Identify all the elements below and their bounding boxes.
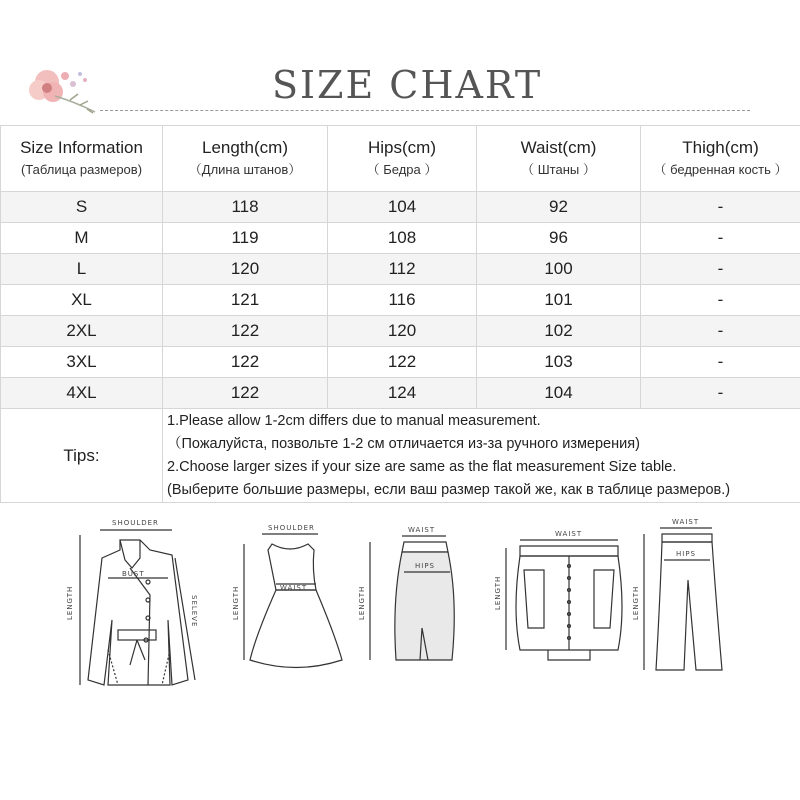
table-cell: - xyxy=(641,316,800,347)
svg-text:LENGTH: LENGTH xyxy=(232,585,240,620)
svg-text:WAIST: WAIST xyxy=(408,526,436,534)
pants-diagram xyxy=(632,518,722,670)
table-cell: 120 xyxy=(328,316,477,347)
skirt-diagram xyxy=(358,526,454,660)
table-cell: 120 xyxy=(163,254,328,285)
table-cell: XL xyxy=(1,285,163,316)
tips-row xyxy=(1,409,800,503)
header-size: Size Information (Таблица размеров) xyxy=(1,126,163,192)
garment-diagrams xyxy=(0,510,800,800)
table-cell: 122 xyxy=(163,316,328,347)
svg-text:HIPS: HIPS xyxy=(415,562,435,570)
table-cell: M xyxy=(1,223,163,254)
header-waist: Waist(cm) （ Штаны ） xyxy=(477,126,641,192)
table-cell: 2XL xyxy=(1,316,163,347)
svg-text:BUST: BUST xyxy=(122,570,145,578)
table-cell: - xyxy=(641,192,800,223)
table-row xyxy=(1,316,800,347)
table-header-row xyxy=(1,126,800,192)
flower-icon xyxy=(25,62,115,122)
table-row xyxy=(1,254,800,285)
table-cell: 100 xyxy=(477,254,641,285)
table-cell: 92 xyxy=(477,192,641,223)
table-cell: 119 xyxy=(163,223,328,254)
table-cell: 96 xyxy=(477,223,641,254)
svg-text:SELEVE: SELEVE xyxy=(190,595,198,628)
table-cell: 124 xyxy=(328,378,477,409)
table-cell: 122 xyxy=(163,378,328,409)
title-divider xyxy=(100,110,750,111)
table-cell: - xyxy=(641,254,800,285)
svg-text:SHOULDER: SHOULDER xyxy=(268,524,315,532)
svg-text:LENGTH: LENGTH xyxy=(358,585,366,620)
table-row xyxy=(1,192,800,223)
table-cell: 104 xyxy=(477,378,641,409)
header xyxy=(0,0,800,125)
header-thigh: Thigh(cm) （ бедренная кость ） xyxy=(641,126,800,192)
svg-text:LENGTH: LENGTH xyxy=(494,575,502,610)
table-cell: 112 xyxy=(328,254,477,285)
table-cell: 4XL xyxy=(1,378,163,409)
table-row xyxy=(1,378,800,409)
table-cell: 122 xyxy=(328,347,477,378)
header-length: Length(cm) （Длина штанов） xyxy=(163,126,328,192)
svg-text:WAIST: WAIST xyxy=(672,518,700,526)
table-cell: - xyxy=(641,347,800,378)
table-row xyxy=(1,285,800,316)
header-hips: Hips(cm) （ Бедра ） xyxy=(328,126,477,192)
table-row xyxy=(1,223,800,254)
table-cell: 101 xyxy=(477,285,641,316)
dress-diagram xyxy=(232,524,342,668)
table-cell: - xyxy=(641,285,800,316)
denim-skirt-diagram xyxy=(494,530,622,660)
table-cell: - xyxy=(641,223,800,254)
jacket-diagram xyxy=(66,519,198,685)
svg-text:HIPS: HIPS xyxy=(676,550,696,558)
table-cell: 122 xyxy=(163,347,328,378)
table-cell: 3XL xyxy=(1,347,163,378)
page-title: SIZE CHART xyxy=(272,63,543,107)
svg-text:LENGTH: LENGTH xyxy=(66,585,74,620)
svg-text:LENGTH: LENGTH xyxy=(632,585,640,620)
table-cell: 108 xyxy=(328,223,477,254)
table-cell: 116 xyxy=(328,285,477,316)
table-cell: 118 xyxy=(163,192,328,223)
tips-label: Tips: xyxy=(1,409,163,503)
table-row xyxy=(1,347,800,378)
table-cell: 103 xyxy=(477,347,641,378)
table-cell: 121 xyxy=(163,285,328,316)
svg-text:WAIST: WAIST xyxy=(555,530,583,538)
table-cell: L xyxy=(1,254,163,285)
table-cell: 102 xyxy=(477,316,641,347)
svg-text:SHOULDER: SHOULDER xyxy=(112,519,159,527)
table-cell: S xyxy=(1,192,163,223)
size-table xyxy=(0,125,800,503)
table-cell: 104 xyxy=(328,192,477,223)
tips-text: 1.Please allow 1-2cm differs due to manual measurement. （Пожалуйста, позвольте 1-2 см отличается из-за ручного измерения) 2.Choose larger sizes if your size are same as the flat measurement Size table. (Выберите большие размеры, если ваш размер такой же, как в таблице размеров.) xyxy=(163,409,800,503)
table-cell: - xyxy=(641,378,800,409)
svg-text:WAIST: WAIST xyxy=(280,584,308,592)
